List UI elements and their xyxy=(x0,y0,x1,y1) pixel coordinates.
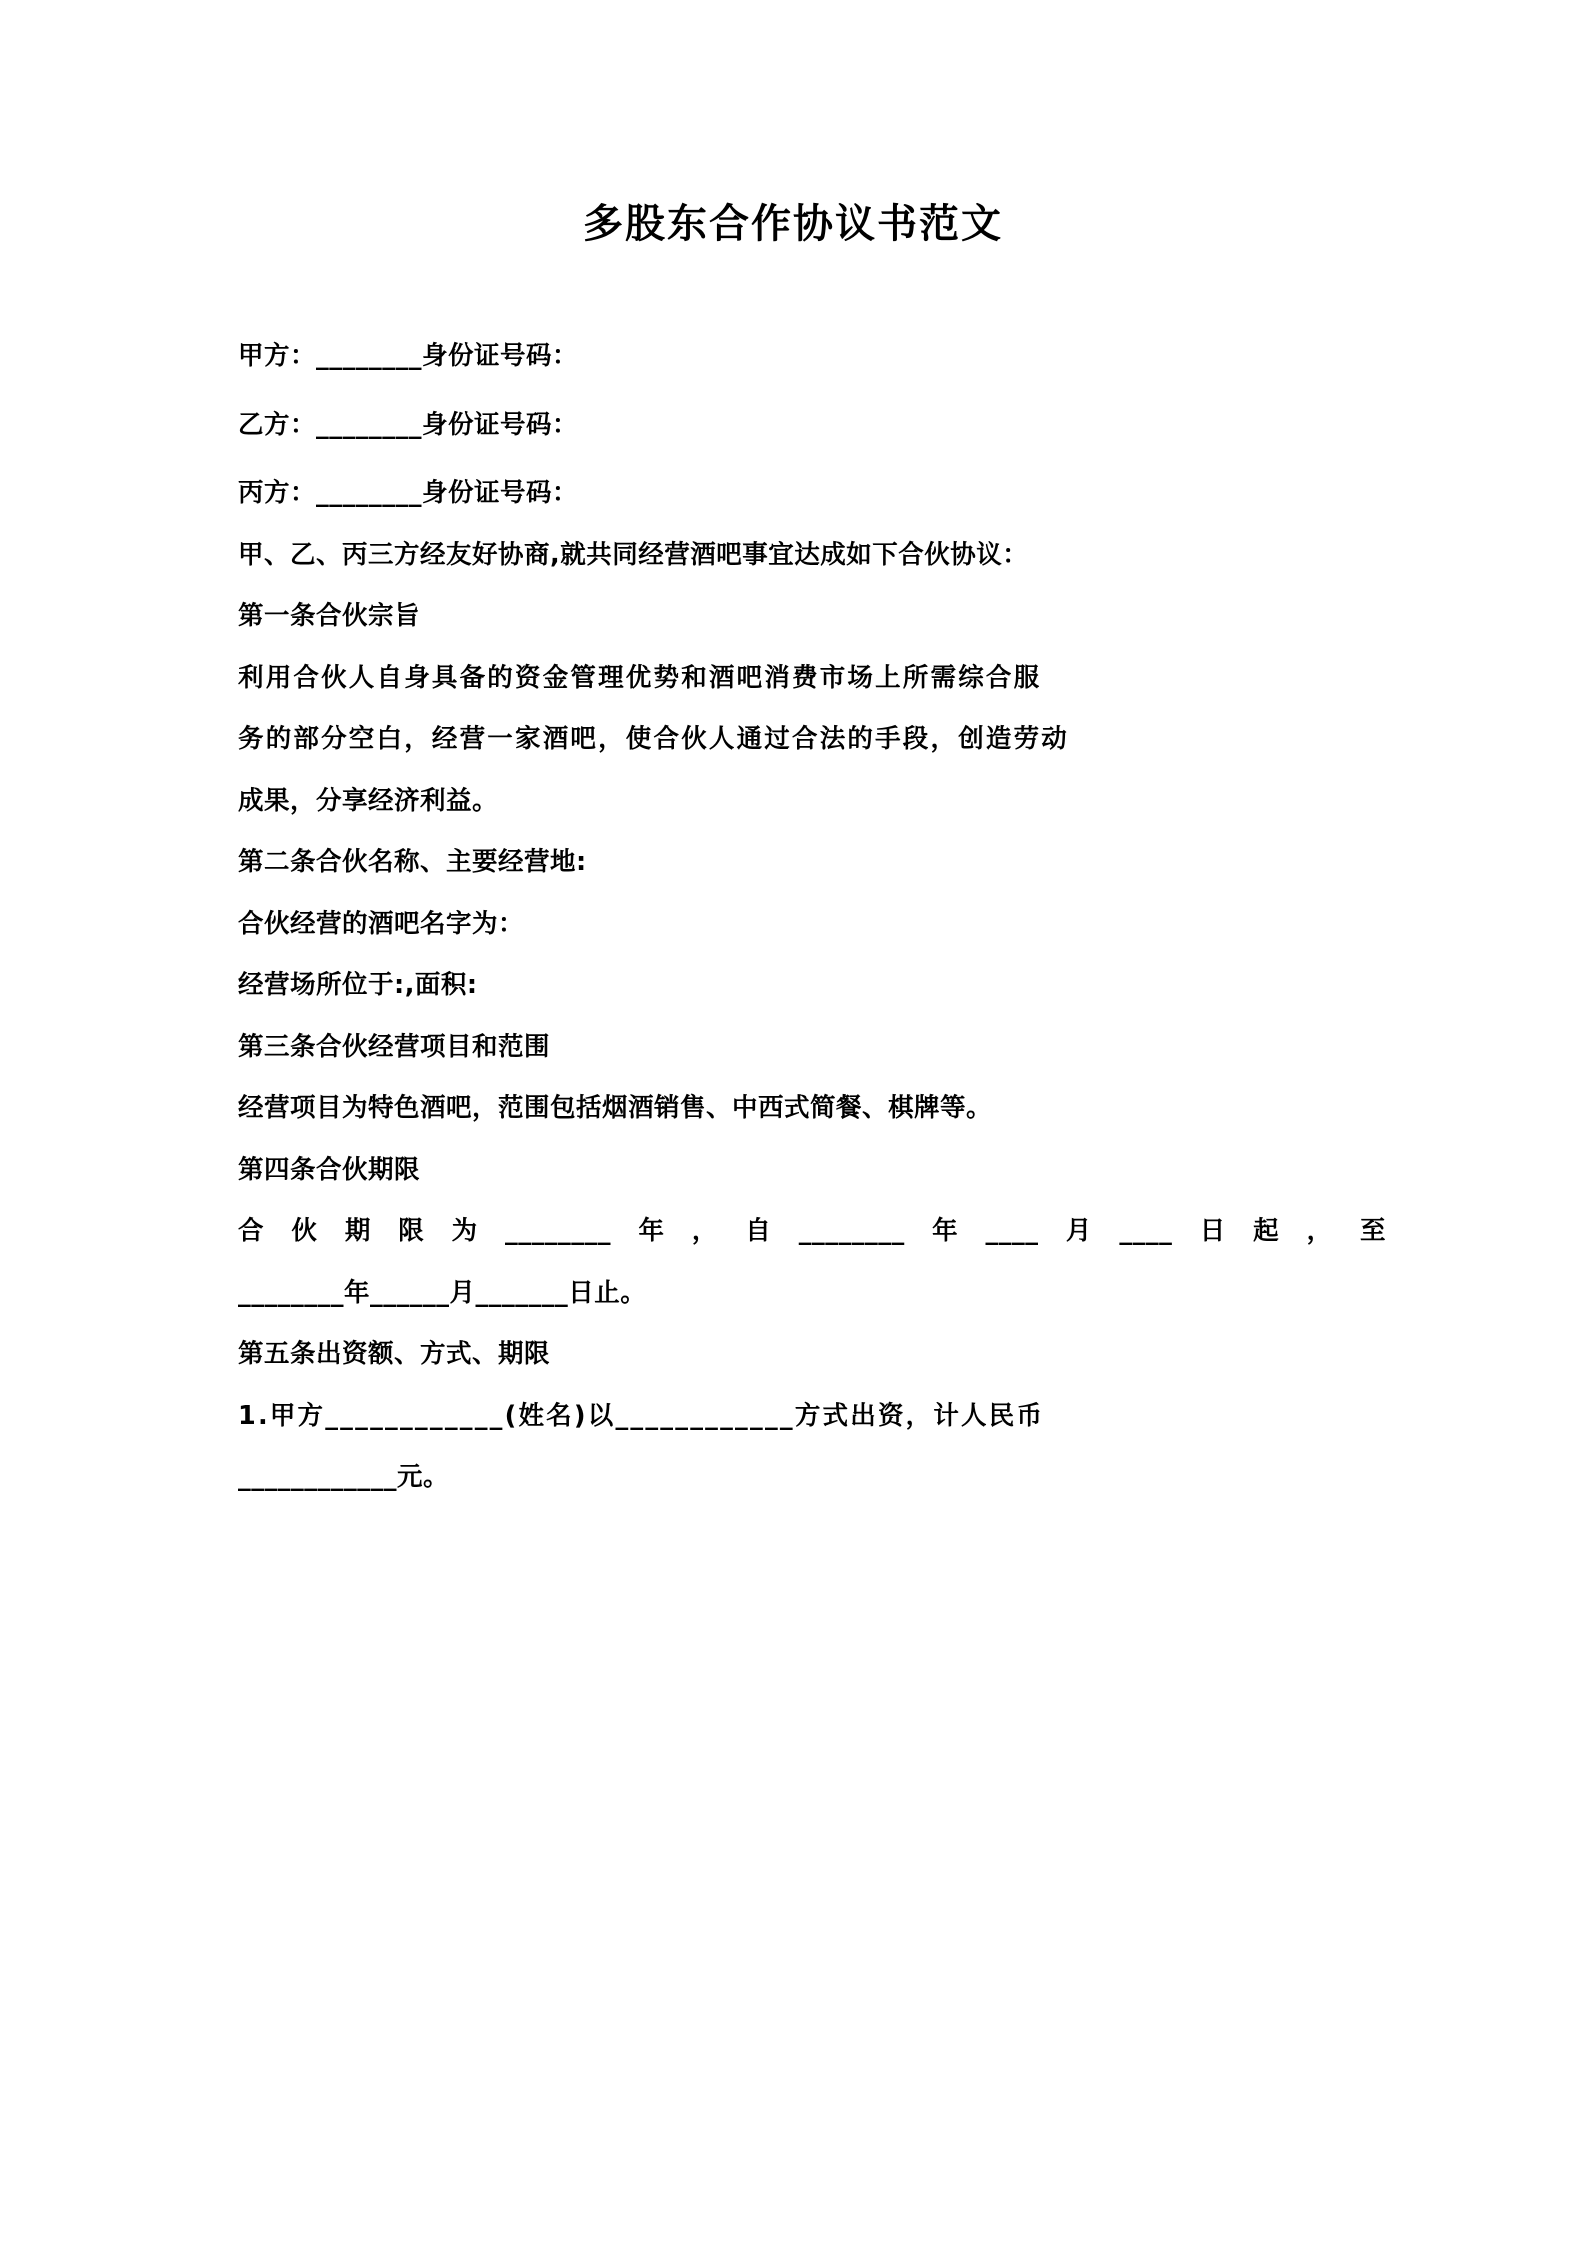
document-body xyxy=(0,341,1586,1492)
paragraph-article-4-line-1: 合伙期限为________年，自________年____月____日起，至 xyxy=(238,1216,1386,1246)
paragraph-article-5-line-2: ____________元。 xyxy=(238,1462,450,1492)
paragraph-article-1-line-2: 务的部分空白，经营一家酒吧，使合伙人通过合法的手段，创造劳动 xyxy=(238,724,1070,754)
heading-article-2: 第二条合伙名称、主要经营地: xyxy=(238,847,587,877)
heading-article-5: 第五条出资额、方式、期限 xyxy=(238,1339,551,1369)
paragraph-party-c: 丙方：________身份证号码： xyxy=(238,478,579,508)
paragraph-article-2-line-2: 经营场所位于:,面积: xyxy=(238,970,478,1000)
paragraph-article-1-line-1: 利用合伙人自身具备的资金管理优势和酒吧消费市场上所需综合服 xyxy=(238,662,1042,693)
paragraph-article-3-line-1: 经营项目为特色酒吧，范围包括烟酒销售、中西式简餐、棋牌等。 xyxy=(238,1093,993,1123)
heading-article-3: 第三条合伙经营项目和范围 xyxy=(238,1031,551,1062)
paragraph-preamble: 甲、乙、丙三方经友好协商,就共同经营酒吧事宜达成如下合伙协议： xyxy=(238,539,1029,570)
heading-article-1: 第一条合伙宗旨 xyxy=(238,601,421,631)
paragraph-article-2-line-1: 合伙经营的酒吧名字为： xyxy=(238,908,525,939)
page-title: 多股东合作协议书范文 xyxy=(583,201,1003,247)
paragraph-party-a: 甲方：________身份证号码： xyxy=(238,341,579,371)
paragraph-article-5-line-1: 1.甲方____________(姓名)以____________方式出资，计人民币 xyxy=(238,1400,1045,1431)
paragraph-article-4-line-2: ________年______月_______日止。 xyxy=(238,1277,647,1308)
paragraph-party-b: 乙方：________身份证号码： xyxy=(238,409,579,440)
heading-article-4: 第四条合伙期限 xyxy=(238,1154,421,1185)
paragraph-article-1-line-3: 成果，分享经济利益。 xyxy=(238,785,499,816)
